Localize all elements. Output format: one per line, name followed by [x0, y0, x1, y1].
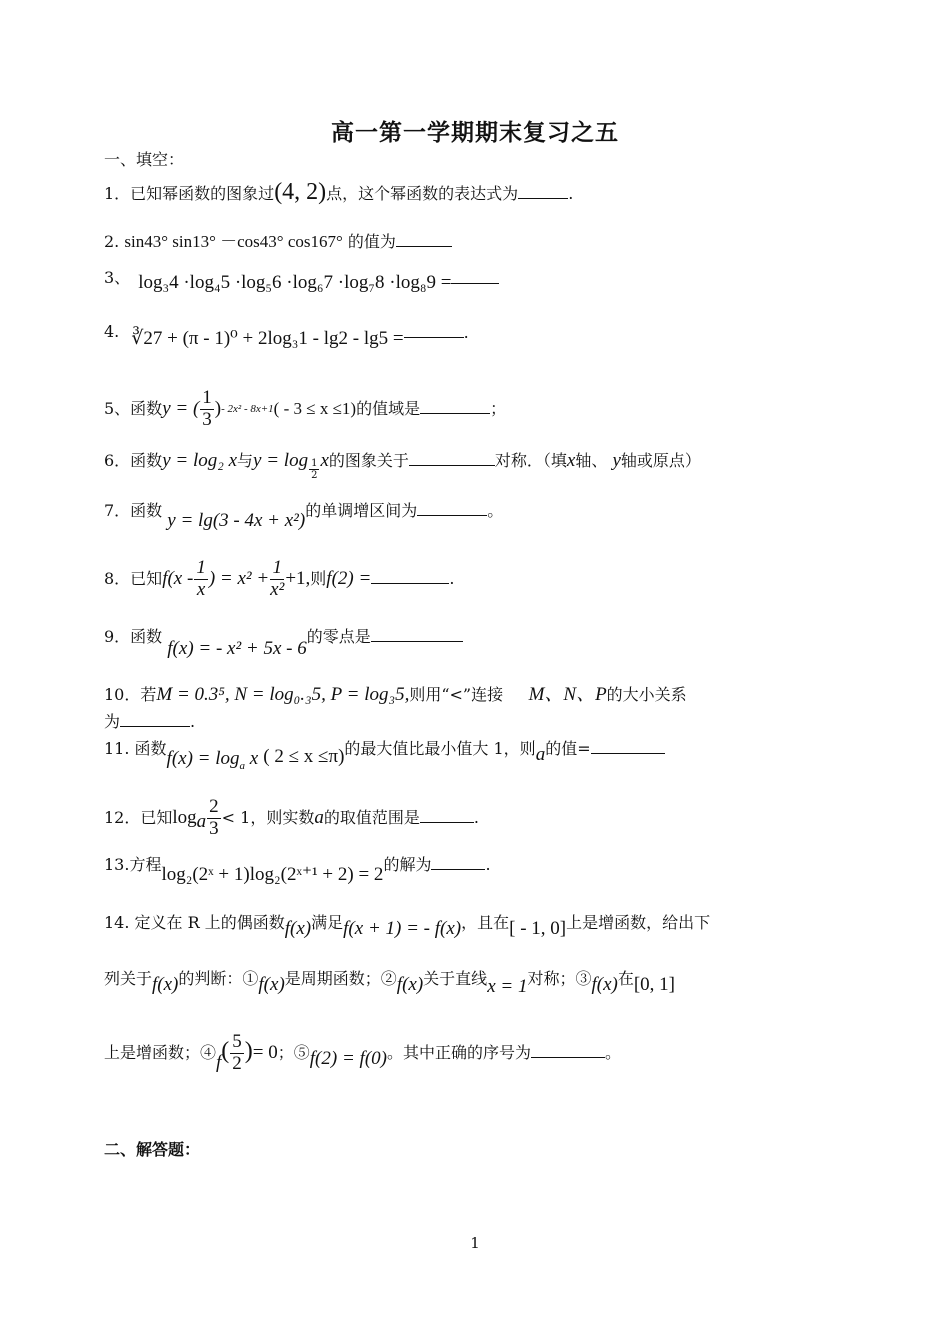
- answer-blank[interactable]: [431, 855, 485, 870]
- question-7: 7．函数 y = lg(3 - 4x + x²)的单调增区间为 。: [104, 501, 504, 531]
- fraction-two-thirds: $\frac{2}{3}$: [209, 796, 219, 839]
- answer-blank[interactable]: [120, 712, 190, 727]
- base-one-half: $\frac{1}{2}$: [311, 458, 318, 481]
- domain: ( 2 ≤ x ≤π): [263, 746, 345, 767]
- answer-blank[interactable]: [420, 399, 490, 414]
- answer-blank[interactable]: [396, 232, 452, 247]
- question-4: 4. ∛27 + (π - 1)⁰ + 2log₃1 - lg2 - lg5 = .: [104, 322, 469, 349]
- domain: ( - 3 ≤ x ≤1): [273, 398, 357, 418]
- answer-blank[interactable]: [451, 269, 499, 284]
- question-10-line-2: 为 .: [104, 712, 196, 731]
- answer-blank[interactable]: [371, 627, 463, 642]
- question-14-line-2: 列关于f(x)的判断：①f(x)是周期函数；②f(x)关于直线x = 1对称；③f(x)在[0, 1]: [104, 969, 676, 997]
- question-1: 1．已知幂函数的图象过(4, 2)点，这个幂函数的表达式为 .: [104, 179, 574, 205]
- answer-blank[interactable]: [409, 451, 495, 466]
- answer-blank[interactable]: [420, 808, 474, 823]
- answer-blank[interactable]: [417, 501, 487, 516]
- log-equation: log₂(2ˣ + 1)log₂(2ˣ⁺¹ + 2) = 2: [161, 864, 384, 885]
- question-14-line-1: 14. 定义在 R 上的偶函数f(x)满足f(x + 1) = - f(x)，且在[ - 1, 0]上是增函数，给出下: [104, 913, 711, 939]
- question-8: 8．已知f(x - $\frac{1}{x}$ ) = x² + $\frac{1}{\text{x²}}$ +1,则f(2) = .: [104, 557, 455, 600]
- trig-expression: sin43° sin13° －cos43° cos167°: [124, 232, 343, 251]
- question-9: 9．函数 f(x) = - x² + 5x - 6的零点是: [104, 626, 463, 649]
- log-function: y = lg(3 - 4x + x²): [167, 510, 306, 531]
- page-title: 高一第一学期期末复习之五: [331, 120, 619, 146]
- quadratic-function: f(x) = - x² + 5x - 6: [167, 638, 307, 659]
- question-11: 11. 函数$f(x) = \log_a x$ ( 2 ≤ x ≤π)的最大值比最小值大 1，则a的值=: [104, 738, 665, 761]
- exponent: - 2x² - 8x+1: [221, 402, 274, 415]
- question-6: 6．函数y = log₂ x与y = log $\frac{1}{2}$ x的图象关于 对称．（填x轴、 y轴或原点）: [104, 450, 701, 481]
- page-number: 1: [470, 1234, 480, 1252]
- section-answer-heading: 二、解答题：: [104, 1140, 201, 1159]
- question-5: 5、函数y = ( $\frac{1}{3}$ )- 2x² - 8x+1( - 3 ≤ x ≤1)的值域是 ；: [104, 387, 507, 430]
- log-chain-expression: log₃4 ·log₄5 ·log₅6 ·log₆7 ·log₇8 ·log₈9 =: [138, 272, 452, 293]
- arithmetic-expression: ∛27 + (π - 1)⁰ + 2log₃1 - lg2 - lg5 =: [131, 328, 404, 349]
- answer-blank[interactable]: [531, 1043, 605, 1058]
- comparison-expression: M = 0.3⁵, N = log₀.₃5, P = log₃5,: [156, 684, 410, 705]
- answer-blank[interactable]: [371, 569, 449, 584]
- section-fill-in-heading: 一、填空：: [104, 150, 185, 169]
- fraction-five-halves: $\frac{5}{2}$: [232, 1031, 242, 1074]
- question-2: 2. sin43° sin13° －cos43° cos167° 的值为: [104, 232, 452, 252]
- question-12: 12．已知$\log_a$ $\frac{2}{3}$ < 1，则实数a的取值范围是 .: [104, 796, 479, 839]
- answer-blank[interactable]: [404, 323, 464, 338]
- fraction-one-over-x: $\frac{1}{x}$: [196, 557, 206, 600]
- answer-blank[interactable]: [591, 739, 665, 754]
- log-function: $f(x) = \log_a x$: [166, 748, 259, 772]
- fraction-one-over-x-squared: $\frac{1}{\text{x²}}$: [270, 557, 285, 600]
- question-3: 3、 log₃4 ·log₄5 ·log₅6 ·log₆7 ·log₇8 ·log₈9 =: [104, 268, 499, 291]
- point-expression: (4, 2): [274, 179, 327, 205]
- question-14-line-3: 上是增函数；④f( $\frac{5}{2}$ )= 0；⑤f(2) = f(0)。其中正确的序号为 。: [104, 1031, 621, 1074]
- fraction-one-third: $\frac{1}{3}$: [202, 387, 212, 430]
- answer-blank[interactable]: [518, 184, 568, 199]
- question-13: 13.方程log₂(2ˣ + 1)log₂(2ˣ⁺¹ + 2) = 2的解为 .: [104, 855, 491, 885]
- question-10-line-1: 10．若M = 0.3⁵, N = log₀.₃5, P = log₃5,则用“<”连接 M、N、P的大小关系: [104, 684, 687, 705]
